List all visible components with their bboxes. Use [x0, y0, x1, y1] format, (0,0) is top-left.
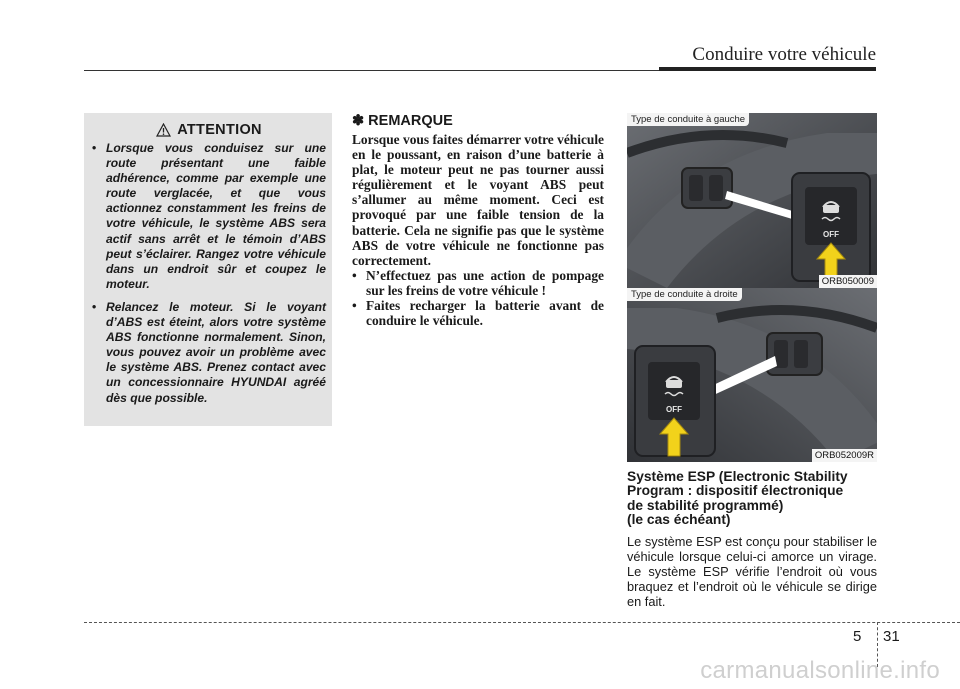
off-label: OFF	[666, 405, 682, 414]
remarque-body: Lorsque vous faites démarrer votre véhicule en le poussant, en raison d’une batterie à plat, le moteur peut ne pas tourner aussi régulièrement et le voyant ABS peut s’allumer au même moment. Ceci est provoqué par une faible tension de la batterie. Cela ne signifie pas que le système ABS de votre véhicule ne fonctionne pas correctement.	[352, 132, 604, 268]
photo-code: ORB052009R	[812, 449, 877, 462]
remarque-item: • Faites recharger la batterie avant de conduire le véhicule.	[352, 298, 604, 328]
off-label: OFF	[823, 230, 839, 239]
photo-left-hand-drive	[627, 113, 877, 288]
attention-item: • Lorsque vous conduisez sur une route présentant une faible adhérence, comme par exemple une route verglacée, et que vous actionnez constamment les freins de votre véhicule, le système ABS sera actif sans arrêt et le témoin d’ABS peut s’éclairer. Rangez votre véhicule dans un endroit sûr et coupez le moteur.	[92, 141, 326, 292]
esp-section-body: Le système ESP est conçu pour stabiliser le véhicule lorsque celui-ci amorce un virage. Le système ESP vérifie l’endroit où vous braquez et l’endroit où le véhicule se dirige en fait.	[627, 534, 877, 610]
dashboard-illustration	[627, 113, 877, 288]
photo-caption: Type de conduite à gauche	[627, 113, 749, 126]
header-rule-accent	[659, 67, 876, 71]
attention-list	[92, 141, 326, 406]
page-number: 31	[883, 628, 900, 645]
photo-code: ORB050009	[819, 275, 877, 288]
footer-rule	[84, 622, 960, 623]
remarque-item: • N’effectuez pas une action de pompage sur les freins de votre véhicule !	[352, 268, 604, 298]
attention-item: • Relancez le moteur. Si le voyant d’ABS est éteint, alors votre système ABS fonctionne normalement. Sinon, vous pouvez avoir un problème avec le système ABS. Prenez contact avec un concessionnaire HYUNDAI agréé dès que possible.	[92, 300, 326, 406]
remarque-list	[352, 268, 604, 328]
attention-title: ATTENTION	[177, 122, 262, 138]
dashboard-illustration	[627, 288, 877, 462]
warning-triangle-icon	[156, 123, 171, 137]
attention-header	[92, 122, 326, 138]
photo-right-hand-drive	[627, 288, 877, 462]
esp-section-title	[627, 470, 887, 528]
esp-title-line: de stabilité programmé)	[627, 497, 784, 513]
page-header-title: Conduire votre véhicule	[692, 44, 876, 65]
header-rule	[84, 70, 660, 71]
esp-title-line: (le cas échéant)	[627, 512, 731, 528]
esp-title-line: Program : dispositif électronique	[627, 483, 844, 499]
section-number: 5	[853, 628, 862, 645]
watermark: carmanualsonline.info	[700, 657, 940, 684]
remarque-title: ✽ REMARQUE	[352, 113, 453, 129]
esp-title-line: Système ESP (Electronic Stability	[627, 469, 848, 484]
attention-box	[84, 113, 332, 426]
remarque-section	[352, 113, 604, 328]
photo-caption: Type de conduite à droite	[627, 288, 742, 301]
